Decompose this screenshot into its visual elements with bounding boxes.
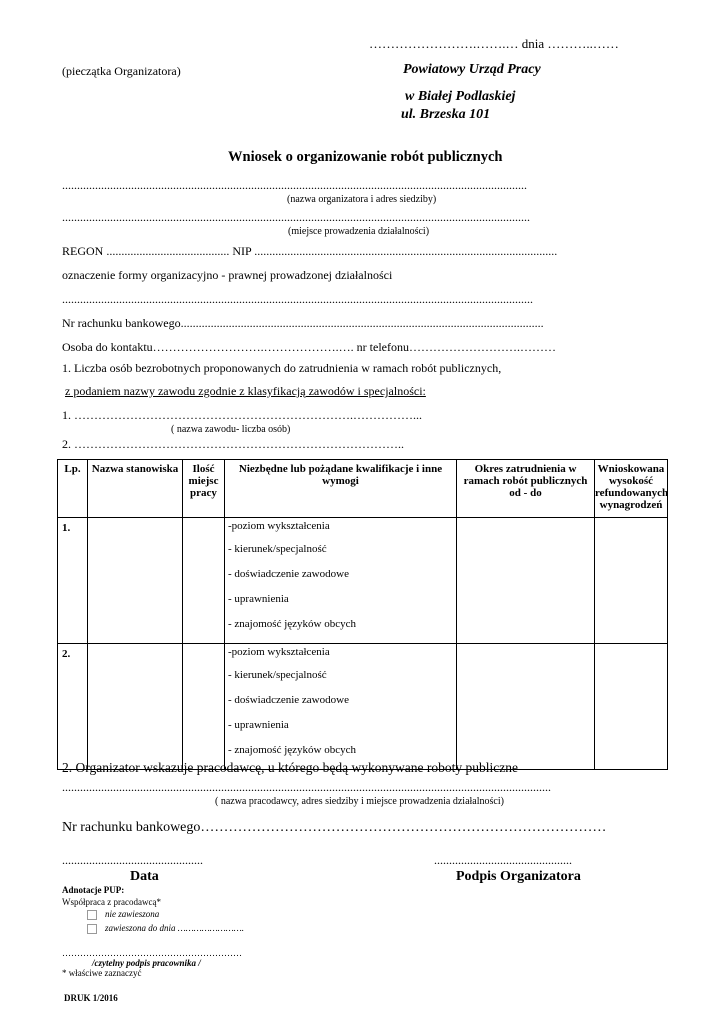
req-education: -poziom wykształcenia [228, 646, 330, 658]
employee-signature-line[interactable]: …………………………………………………… [62, 948, 242, 958]
col-employment-period: Okres zatrudnienia w ramach robót publicznych od - do [457, 460, 595, 518]
organizer-name-caption: (nazwa organizatora i adres siedziby) [287, 194, 437, 205]
employer-caption: ( nazwa pracodawcy, adres siedziby i miejsce prowadzenia działalności) [215, 796, 504, 807]
col-lp: Lp. [58, 460, 88, 518]
req-languages: - znajomość języków obcych [228, 744, 356, 756]
col-refund-amount: Wnioskowana wysokość refundowanych wynagrodzeń [595, 460, 668, 518]
col-requirements: Niezbędne lub pożądane kwalifikacje i inne wymogi [225, 460, 457, 518]
employer-bank-account-field[interactable]: Nr rachunku bankowego…………………………………………………………………………… [62, 820, 607, 835]
req-languages: - znajomość języków obcych [228, 618, 356, 630]
profession-line-2[interactable]: 2. ……………………………………………………………………….. [62, 437, 404, 451]
page-title: Wniosek o organizowanie robót publicznych [228, 149, 503, 165]
employer-field[interactable]: ................................................................................................................................................................... [62, 780, 551, 794]
employment-period-cell[interactable] [457, 644, 595, 770]
office-street: ul. Brzeska 101 [401, 107, 491, 122]
office-name: Powiatowy Urząd Pracy [403, 62, 541, 77]
requirements-cell[interactable] [225, 518, 457, 644]
position-name-cell[interactable] [88, 518, 183, 644]
date-signature-line[interactable]: ............................................... [62, 853, 203, 867]
pup-annotations-title: Adnotacje PUP: [62, 885, 125, 895]
organizer-signature-label: Podpis Organizatora [456, 869, 581, 884]
option-not-suspended[interactable]: nie zawieszona [87, 909, 159, 920]
date-line: …………………….…….… dnia ………..…… [369, 36, 619, 51]
section1-instruction: z podaniem nazwy zawodu zgodnie z klasyfikacją zawodów i specjalności: [65, 384, 426, 398]
profession-caption: ( nazwa zawodu- liczba osób) [171, 424, 291, 435]
requirements-cell[interactable] [225, 644, 457, 770]
col-position-name: Nazwa stanowiska [88, 460, 183, 518]
organizer-name-field[interactable]: ........................................................................................................................................................... [62, 178, 527, 192]
section2-employer-label: 2. Organizator wskazuje pracodawcę, u którego będą wykonywane roboty publiczne [62, 760, 518, 775]
req-experience: - doświadczenie zawodowe [228, 568, 349, 580]
footnote: * właściwe zaznaczyć [62, 968, 142, 978]
section1-intro: 1. Liczba osób bezrobotnych proponowanych do zatrudnienia w ramach robót publicznych, [62, 361, 502, 375]
row-number: 1. [58, 518, 88, 644]
employment-period-cell[interactable] [457, 518, 595, 644]
legal-form-field[interactable]: ............................................................................................................................................................. [62, 292, 533, 306]
req-licenses: - uprawnienia [228, 593, 289, 605]
req-experience: - doświadczenie zawodowe [228, 694, 349, 706]
business-place-caption: (miejsce prowadzenia działalności) [288, 226, 430, 237]
bank-account-field[interactable]: Nr rachunku bankowego......................................................................................................................... [62, 316, 544, 330]
employee-signature-caption: /czytelny podpis pracownika / [92, 958, 201, 968]
business-place-field[interactable]: ............................................................................................................................................................ [62, 210, 530, 224]
legal-form-label: oznaczenie formy organizacyjno - prawnej prowadzonej działalności [62, 268, 393, 282]
req-education: -poziom wykształcenia [228, 520, 330, 532]
position-name-cell[interactable] [88, 644, 183, 770]
req-licenses: - uprawnienia [228, 719, 289, 731]
cooperation-label: Współpraca z pracodawcą* [62, 897, 161, 907]
refund-amount-cell[interactable] [595, 518, 668, 644]
col-job-count: Ilość miejsc pracy [183, 460, 225, 518]
regon-nip-field[interactable]: REGON ......................................... NIP ..................................................................................................... [62, 244, 558, 258]
organizer-stamp-label: (pieczątka Organizatora) [62, 64, 181, 78]
checkbox-icon[interactable] [87, 910, 97, 920]
table-row [58, 644, 668, 770]
organizer-signature-line[interactable]: .............................................. [434, 853, 572, 867]
checkbox-icon[interactable] [87, 924, 97, 934]
form-code: DRUK 1/2016 [64, 993, 118, 1003]
job-count-cell[interactable] [183, 518, 225, 644]
req-specialty: - kierunek/specjalność [228, 543, 327, 555]
profession-line-1[interactable]: 1. …………………………………………………………….……………... [62, 408, 422, 422]
office-city: w Białej Podlaskiej [405, 89, 516, 104]
refund-amount-cell[interactable] [595, 644, 668, 770]
job-count-cell[interactable] [183, 644, 225, 770]
option-suspended-until[interactable]: zawieszona do dnia ……………………. [87, 923, 244, 934]
table-row [58, 518, 668, 644]
positions-table [57, 459, 668, 770]
date-label: Data [130, 869, 159, 884]
contact-field[interactable]: Osoba do kontaktu……………………….……………….…. nr telefonu……………………….……… [62, 340, 556, 354]
req-specialty: - kierunek/specjalność [228, 669, 327, 681]
row-number: 2. [58, 644, 88, 770]
